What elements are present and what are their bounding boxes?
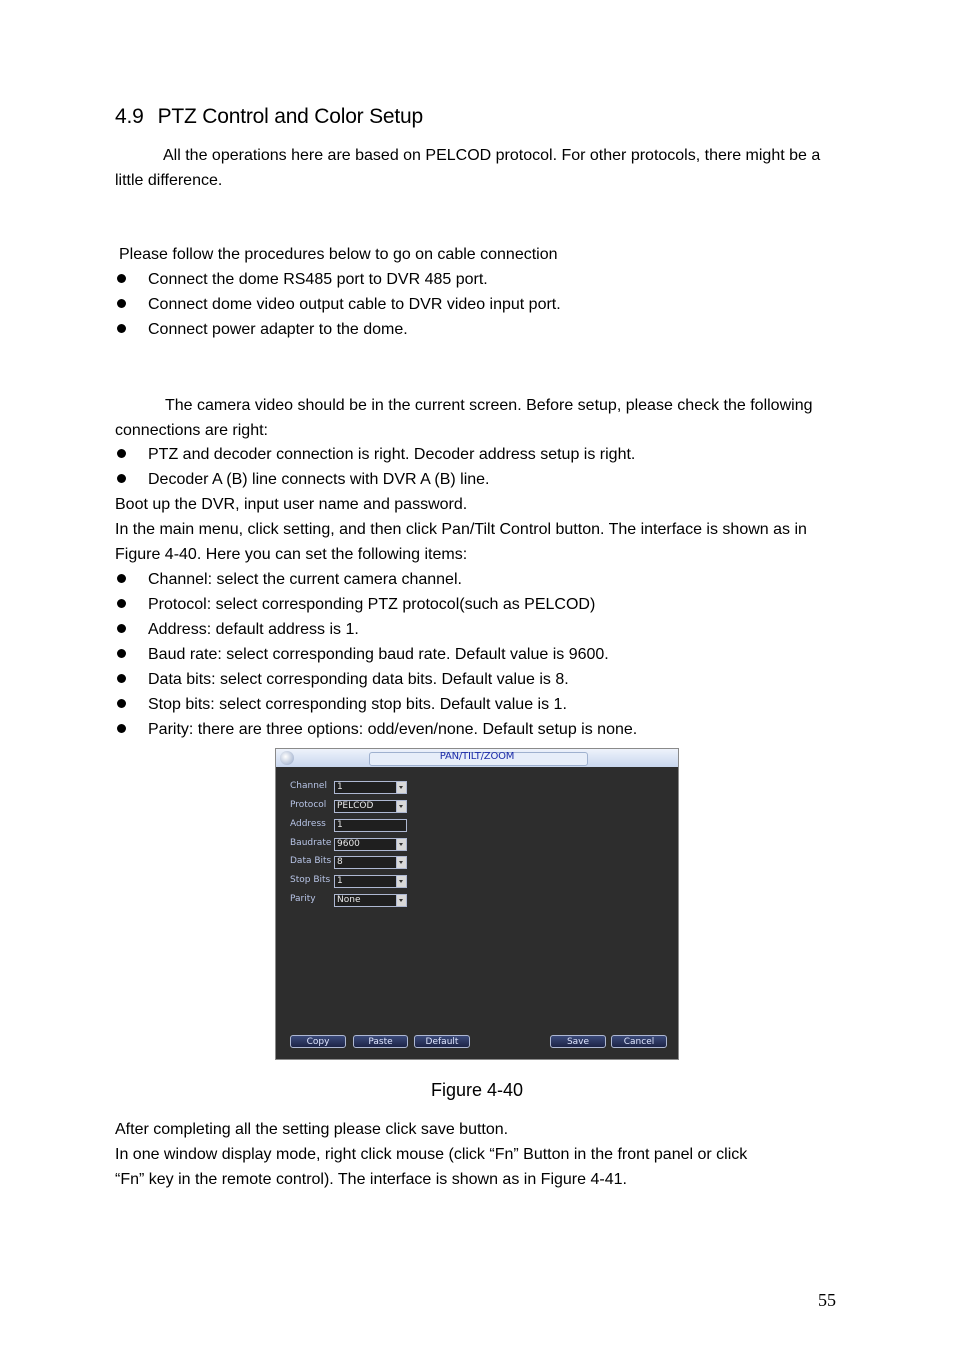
data-bits-label: Data Bits (290, 856, 332, 866)
list-item: Connect the dome RS485 port to DVR 485 port. (115, 267, 488, 292)
list-item: Stop bits: select corresponding stop bits. Default value is 1. (115, 692, 567, 717)
protocol-select[interactable]: PELCOD (334, 800, 407, 813)
list-item: Protocol: select corresponding PTZ protocol(such as PELCOD) (115, 592, 595, 617)
protocol-label: Protocol (290, 800, 327, 810)
bullet-icon (117, 474, 126, 483)
section-heading (115, 105, 423, 129)
dialog-title: PAN/TILT/ZOOM (439, 751, 515, 762)
baudrate-label: Baudrate (290, 838, 332, 848)
intro-paragraph: All the operations here are based on PELCOD protocol. For other protocols, there might be a little difference. (115, 147, 821, 189)
bullet-icon (117, 649, 126, 658)
bullet-icon (117, 299, 126, 308)
list-item: Connect dome video output cable to DVR video input port. (115, 292, 561, 317)
bullet-icon (117, 699, 126, 708)
channel-label: Channel (290, 781, 327, 791)
list-item: Address: default address is 1. (115, 617, 359, 642)
chevron-down-icon[interactable] (396, 895, 406, 906)
paste-button[interactable]: Paste (353, 1035, 408, 1048)
list-item: Connect power adapter to the dome. (115, 317, 408, 342)
page-number: 55 (818, 1290, 836, 1310)
chevron-down-icon[interactable] (396, 782, 406, 793)
ptz-dialog-figure (275, 748, 679, 1060)
list-item: Channel: select the current camera channel. (115, 567, 462, 592)
figure-caption: Figure 4-40 (430, 1080, 524, 1100)
bullet-icon (117, 449, 126, 458)
stop-bits-select[interactable]: 1 (334, 875, 407, 888)
cancel-button[interactable]: Cancel (611, 1035, 667, 1048)
address-input[interactable]: 1 (334, 819, 407, 832)
bullet-icon (117, 324, 126, 333)
bullet-icon (117, 724, 126, 733)
bullet-icon (117, 574, 126, 583)
chevron-down-icon[interactable] (396, 839, 406, 850)
list-item: Decoder A (B) line connects with DVR A (B) line. (115, 467, 489, 492)
dialog-titlebar (276, 749, 678, 767)
bullet-icon (117, 599, 126, 608)
section-number: 4.9 (115, 105, 144, 128)
default-button[interactable]: Default (414, 1035, 470, 1048)
address-label: Address (290, 819, 326, 829)
chevron-down-icon[interactable] (396, 801, 406, 812)
baudrate-select[interactable]: 9600 (334, 838, 407, 851)
stop-bits-label: Stop Bits (290, 875, 331, 885)
menu-paragraph: In the main menu, click setting, and then click Pan/Tilt Control button. The interface is shown as in Figure 4-40. Here you can set the following items: (115, 521, 807, 563)
after-line: After completing all the setting please click save button. (115, 1121, 509, 1138)
section-title: PTZ Control and Color Setup (157, 105, 423, 128)
bullet-icon (117, 274, 126, 283)
data-bits-select[interactable]: 8 (334, 856, 407, 869)
bullet-icon (117, 624, 126, 633)
boot-line: Boot up the DVR, input user name and password. (115, 496, 468, 513)
list-item: Data bits: select corresponding data bits. Default value is 8. (115, 667, 569, 692)
save-button[interactable]: Save (550, 1035, 606, 1048)
chevron-down-icon[interactable] (396, 876, 406, 887)
list-item: PTZ and decoder connection is right. Decoder address setup is right. (115, 442, 635, 467)
parity-label: Parity (290, 894, 316, 904)
list-item: Baud rate: select corresponding baud rate. Default value is 9600. (115, 642, 609, 667)
copy-button[interactable]: Copy (290, 1035, 346, 1048)
parity-select[interactable]: None (334, 894, 407, 907)
list-item: Parity: there are three options: odd/even/none. Default setup is none. (115, 717, 637, 742)
bullet-icon (117, 674, 126, 683)
camera-paragraph: The camera video should be in the current screen. Before setup, please check the following connections are right: (115, 397, 813, 439)
after-line: In one window display mode, right click mouse (click “Fn” Button in the front panel or click (115, 1146, 748, 1163)
channel-select[interactable]: 1 (334, 781, 407, 794)
chevron-down-icon[interactable] (396, 857, 406, 868)
after-line: “Fn” key in the remote control). The interface is shown as in Figure 4-41. (115, 1171, 627, 1188)
cable-intro: Please follow the procedures below to go on cable connection (119, 246, 558, 263)
